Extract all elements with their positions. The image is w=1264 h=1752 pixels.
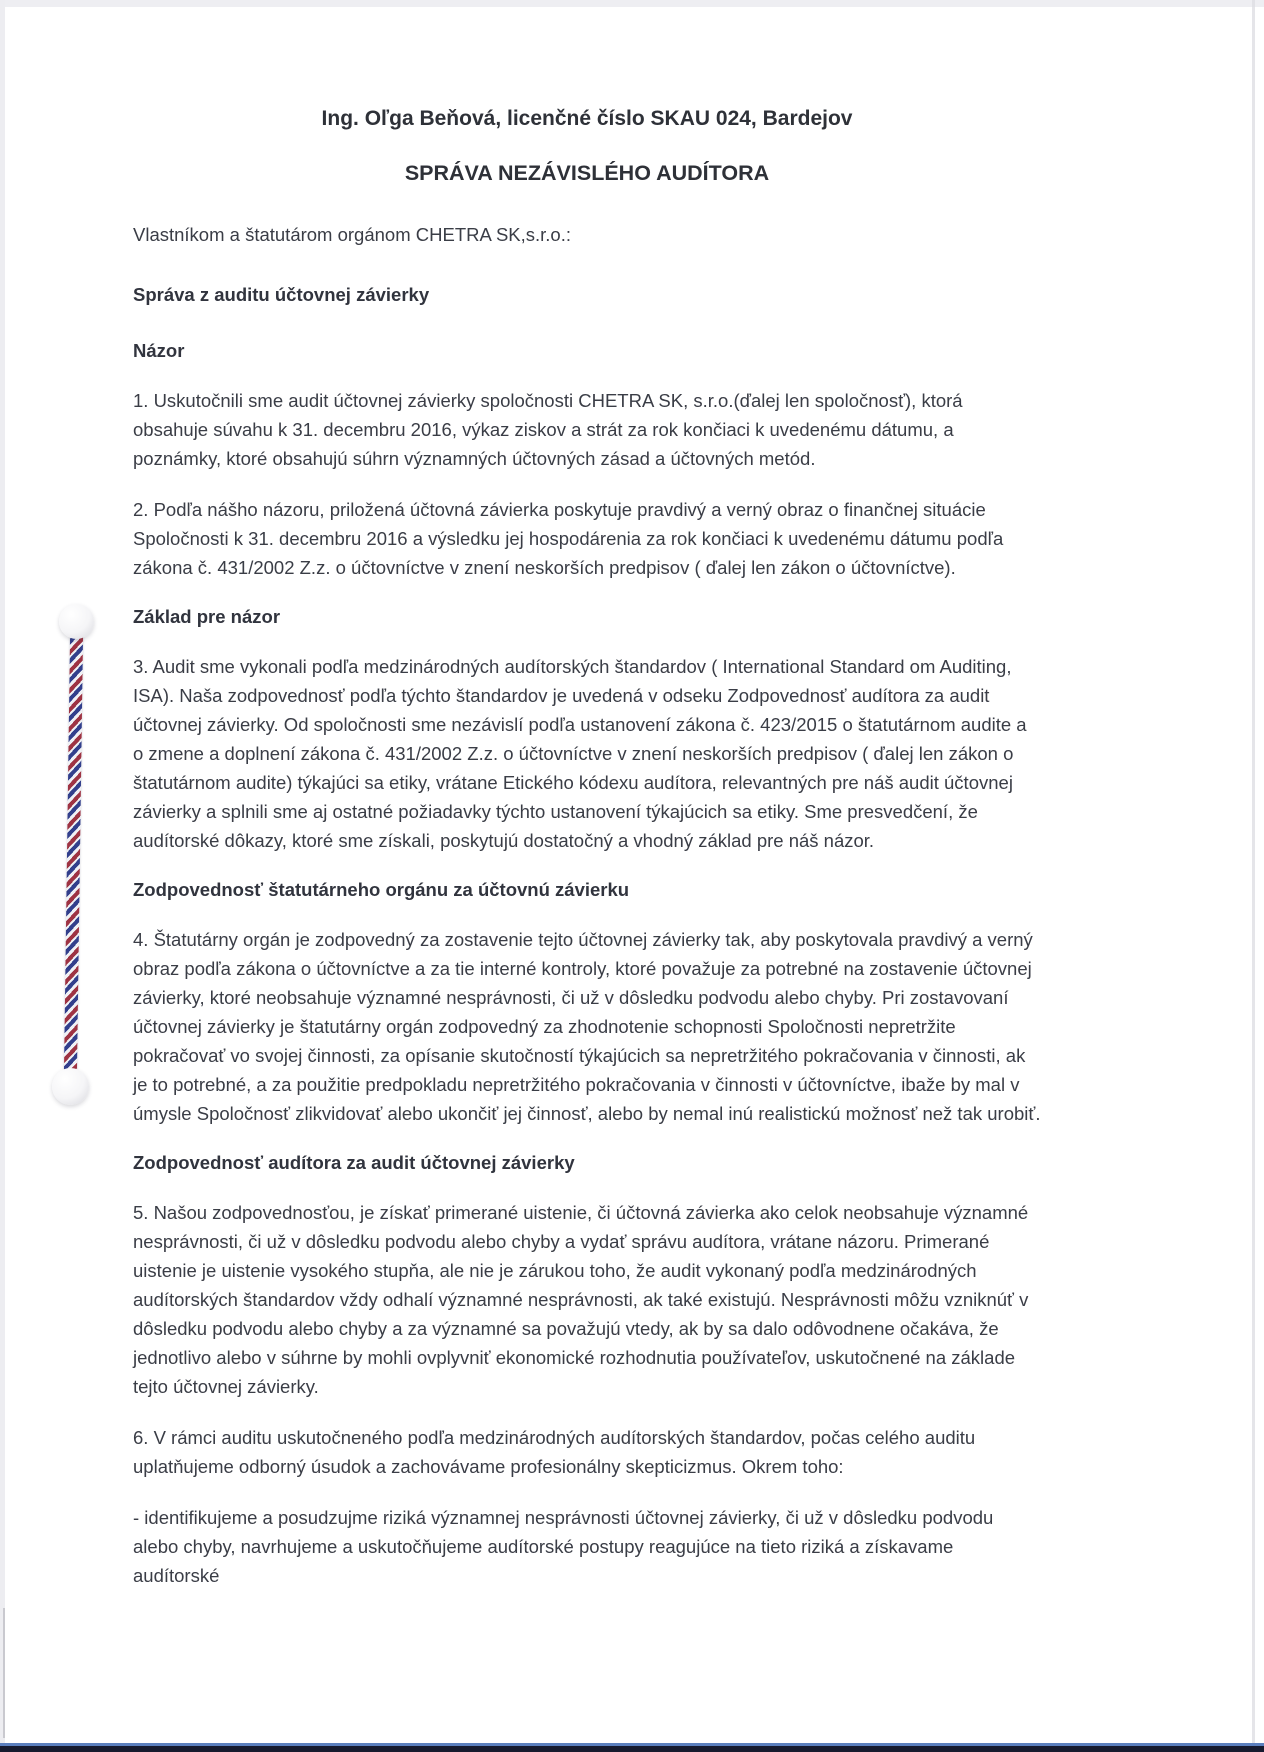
report-subtitle: Správa z auditu účtovnej závierky bbox=[133, 284, 430, 305]
paragraph-5: 5. Našou zodpovednosťou, je získať primerané uistenie, či účtovná závierka ako celok neobsahuje významné nesprávnosti, či už v dôsledku podvodu alebo chyby a vydať správu audítora, vrátane názoru. Primerané uistenie je uistenie vysokého stupňa, ale nie je zárukou toho, že audit vykonaný podľa medzinárodných audítorských štandardov vždy odhalí významné nesprávnosti, ak také existujú. Nesprávnosti môžu vzniknúť v dôsledku podvodu alebo chyby a za významné sa považujú vtedy, ak by sa dalo odôvodnene očakáva, že jednotlivo alebo v súhrne by mohli ovplyvniť ekonomické rozhodnutia používateľov, uskutočnené na základe tejto účtovnej závierky. bbox=[133, 1202, 1029, 1397]
paragraph-4: 4. Štatutárny orgán je zodpovedný za zostavenie tejto účtovnej závierky tak, aby poskytovala pravdivý a verný obraz podľa zákona o účtovníctve a za tie interné kontroly, ktoré považuje za potrebné na zostavenie účtovnej závierky, ktoré neobsahuje významné nesprávnosti, či už v dôsledku podvodu alebo chyby. Pri zostavovaní účtovnej závierky je štatutárny orgán zodpovedný za zhodnotenie schopnosti Spoločnosti nepretržite pokračovať vo svojej činnosti, za opísanie skutočností týkajúcich sa nepretržitého pokračovania v činnosti, ak je to potrebné, a za použitie predpokladu nepretržitého pokračovania v činnosti v účtovníctve, ibaže by mal v úmysle Spoločnosť zlikvidovať alebo ukončiť jej činnosť, alebo by nemal inú realistickú možnosť než tak urobiť. bbox=[133, 929, 1041, 1124]
binding-cord-icon bbox=[64, 630, 83, 1078]
section-heading-zodpovednost-statutarneho-organu: Zodpovednosť štatutárneho orgánu za účtovnú závierku bbox=[133, 879, 630, 900]
scan-artifact-line bbox=[3, 1608, 5, 1738]
document-title: SPRÁVA NEZÁVISLÉHO AUDÍTORA bbox=[404, 161, 770, 185]
paragraph-2: 2. Podľa nášho názoru, priložená účtovná závierka poskytuje pravdivý a verný obraz o finančnej situácie Spoločnosti k 31. decembru 2016 a výsledku jej hospodárenia za rok končiaci k uvedenému dátumu podľa zákona č. 431/2002 Z.z. o účtovníctve v znení neskorších predpisov ( ďalej len zákon o účtovníctve). bbox=[133, 499, 1004, 578]
binding-seal-bottom-icon bbox=[52, 1068, 89, 1105]
paragraph-6: 6. V rámci auditu uskutočneného podľa medzinárodných audítorských štandardov, počas celého auditu uplatňujeme odborný úsudok a zachovávame profesionálny skepticizmus. Okrem toho: bbox=[133, 1427, 976, 1477]
addressee-line: Vlastníkom a štatutárom orgánom CHETRA SK,s.r.o.: bbox=[133, 224, 572, 245]
section-heading-zaklad-pre-nazor: Základ pre názor bbox=[133, 606, 281, 627]
paragraph-1: 1. Uskutočnili sme audit účtovnej závierky spoločnosti CHETRA SK, s.r.o.(ďalej len spoločnosť), ktorá obsahuje súvahu k 31. decembru 2016, výkaz ziskov a strát za rok končiaci k uvedenému dátumu, a poznámky, ktoré obsahujú súhrn významných účtovných zásad a účtovných metód. bbox=[133, 390, 963, 469]
scan-edge-right bbox=[1252, 0, 1255, 1752]
paragraph-3: 3. Audit sme vykonali podľa medzinárodných audítorských štandardov ( International Standard om Auditing, ISA). Naša zodpovednosť podľa týchto štandardov je uvedená v odseku Zodpovednosť audítora za audit účtovnej závierky. Od spoločnosti sme nezávislí podľa ustanovení zákona č. 423/2015 o štatutárnom audite a o zmene a doplnení zákona č. 431/2002 Z.z. o účtovníctve v znení neskorších predpisov ( ďalej len zákon o štatutárnom audite) týkajúci sa etiky, vrátane Etického kódexu audítora, relevantných pre náš audit účtovnej závierky a splnili sme aj ostatné požiadavky týchto ustanovení týkajúcich sa etiky. Sme presvedčení, že audítorské dôkazy, ktoré sme získali, poskytujú dostatočný a vhodný základ pre náš názor. bbox=[133, 656, 1027, 851]
author-line: Ing. Oľga Beňová, licenčné číslo SKAU 024, Bardejov bbox=[321, 107, 853, 130]
binding-seal-top-icon bbox=[59, 604, 94, 639]
scan-edge-left bbox=[0, 0, 5, 1752]
scan-edge-top bbox=[0, 0, 1264, 7]
section-heading-nazor: Názor bbox=[133, 340, 185, 361]
scan-edge-bottom bbox=[0, 1743, 1264, 1752]
paragraph-7-bullet: - identifikujeme a posudzujme riziká významnej nesprávnosti účtovnej závierky, či už v dôsledku podvodu alebo chyby, navrhujeme a uskutočňujeme audítorské postupy reagujúce na tieto riziká a získavame audítorské bbox=[133, 1507, 994, 1586]
section-heading-zodpovednost-auditora: Zodpovednosť audítora za audit účtovnej závierky bbox=[133, 1152, 575, 1173]
document-content bbox=[133, 106, 1041, 1590]
